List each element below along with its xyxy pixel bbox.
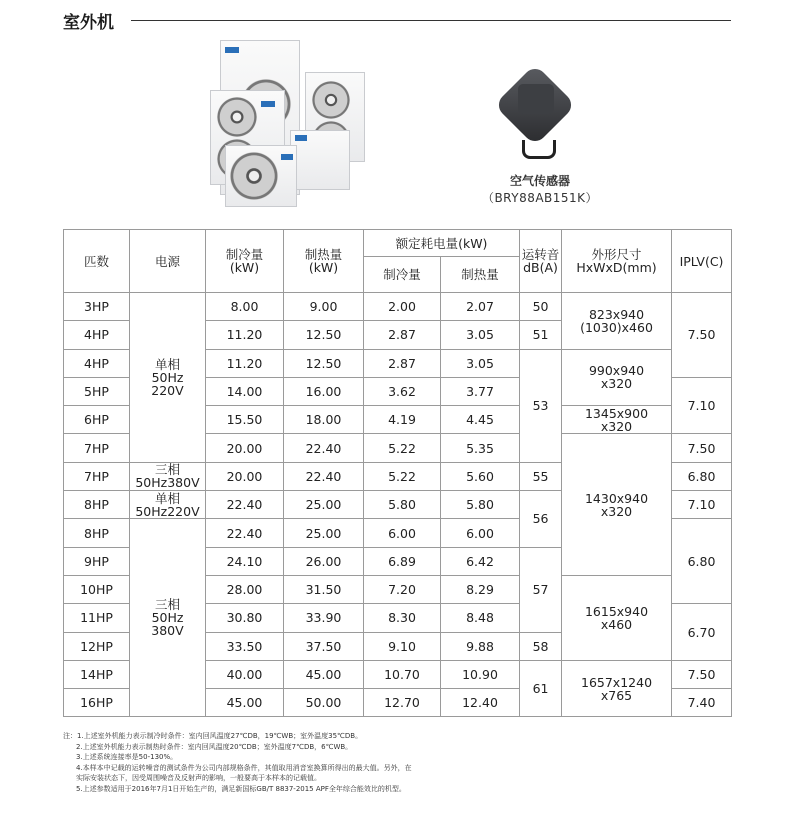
power-cell: 三相 50Hz 380V — [130, 519, 206, 717]
hp-cell: 10HP — [64, 575, 130, 603]
rated-cool-cell: 7.20 — [364, 575, 441, 603]
power-cell: 单相 50Hz220V — [130, 491, 206, 519]
rated-cool-cell: 10.70 — [364, 660, 441, 688]
heating-cell: 31.50 — [284, 575, 364, 603]
noise-cell: 55 — [520, 462, 562, 490]
iplv-cell: 7.50 — [672, 434, 732, 462]
heating-cell: 33.90 — [284, 604, 364, 632]
noise-cell: 57 — [520, 547, 562, 632]
sensor-name: 空气传感器 — [509, 174, 570, 188]
table-row — [64, 293, 732, 321]
header-rated-power: 额定耗电量(kW) — [364, 230, 520, 257]
iplv-cell: 7.10 — [672, 377, 732, 434]
header-cooling-capacity: 制冷量 (kW) — [206, 230, 284, 293]
power-cell: 单相 50Hz 220V — [130, 293, 206, 463]
rated-heat-cell: 2.07 — [441, 293, 520, 321]
header-power: 电源 — [130, 230, 206, 293]
dimensions-cell: 823x940 (1030)x460 — [562, 293, 672, 350]
heating-cell: 45.00 — [284, 660, 364, 688]
heating-cell: 12.50 — [284, 321, 364, 349]
outdoor-units-image — [210, 40, 380, 210]
header-iplv: IPLV(C) — [672, 230, 732, 293]
iplv-cell: 7.50 — [672, 293, 732, 378]
rated-heat-cell: 4.45 — [441, 406, 520, 434]
rated-cool-cell: 12.70 — [364, 689, 441, 717]
footnote: 3.上述系统连接率是50-130%。 — [76, 753, 178, 761]
cooling-cell: 20.00 — [206, 434, 284, 462]
noise-cell: 53 — [520, 349, 562, 462]
rated-cool-cell: 8.30 — [364, 604, 441, 632]
rated-cool-cell: 2.87 — [364, 321, 441, 349]
rated-heat-cell: 8.48 — [441, 604, 520, 632]
heating-cell: 16.00 — [284, 377, 364, 405]
iplv-cell: 6.70 — [672, 604, 732, 661]
rated-heat-cell: 10.90 — [441, 660, 520, 688]
dimensions-cell: 1430x940 x320 — [562, 434, 672, 575]
rated-heat-cell: 3.05 — [441, 321, 520, 349]
header-rated-heat: 制热量 — [441, 257, 520, 293]
hp-cell: 11HP — [64, 604, 130, 632]
hp-cell: 8HP — [64, 519, 130, 547]
iplv-cell: 7.10 — [672, 491, 732, 519]
rated-heat-cell: 3.05 — [441, 349, 520, 377]
header-hp: 匹数 — [64, 230, 130, 293]
heating-cell: 9.00 — [284, 293, 364, 321]
dimensions-cell: 1657x1240 x765 — [562, 660, 672, 717]
title-divider — [131, 20, 731, 21]
rated-cool-cell: 6.00 — [364, 519, 441, 547]
iplv-cell: 7.50 — [672, 660, 732, 688]
hp-cell: 6HP — [64, 406, 130, 434]
header-noise: 运转音 dB(A) — [520, 230, 562, 293]
cooling-cell: 24.10 — [206, 547, 284, 575]
cooling-cell: 8.00 — [206, 293, 284, 321]
rated-cool-cell: 9.10 — [364, 632, 441, 660]
rated-cool-cell: 5.22 — [364, 434, 441, 462]
rated-cool-cell: 2.00 — [364, 293, 441, 321]
heating-cell: 37.50 — [284, 632, 364, 660]
noise-cell: 50 — [520, 293, 562, 321]
heating-cell: 50.00 — [284, 689, 364, 717]
hp-cell: 7HP — [64, 434, 130, 462]
hp-cell: 8HP — [64, 491, 130, 519]
hp-cell: 9HP — [64, 547, 130, 575]
rated-heat-cell: 12.40 — [441, 689, 520, 717]
dimensions-cell: 1615x940 x460 — [562, 575, 672, 660]
rated-cool-cell: 5.80 — [364, 491, 441, 519]
cooling-cell: 22.40 — [206, 519, 284, 547]
heating-cell: 18.00 — [284, 406, 364, 434]
iplv-cell: 6.80 — [672, 519, 732, 604]
heating-cell: 25.00 — [284, 519, 364, 547]
rated-heat-cell: 3.77 — [441, 377, 520, 405]
header-heating-capacity: 制热量 (kW) — [284, 230, 364, 293]
cooling-cell: 11.20 — [206, 349, 284, 377]
noise-cell: 56 — [520, 491, 562, 548]
cooling-cell: 30.80 — [206, 604, 284, 632]
rated-heat-cell: 8.29 — [441, 575, 520, 603]
heating-cell: 12.50 — [284, 349, 364, 377]
rated-heat-cell: 6.42 — [441, 547, 520, 575]
noise-cell: 51 — [520, 321, 562, 349]
rated-cool-cell: 5.22 — [364, 462, 441, 490]
iplv-cell: 7.40 — [672, 689, 732, 717]
footnote: 注：1.上述室外机能力表示制冷时条件：室内回风温度27℃DB，19℃WB；室外温度35℃DB。 — [63, 732, 363, 740]
rated-heat-cell: 5.35 — [441, 434, 520, 462]
footnote: 2.上述室外机能力表示制热时条件：室内回风温度20℃DB；室外温度7℃DB，6℃WB。 — [76, 742, 353, 751]
hp-cell: 16HP — [64, 689, 130, 717]
cooling-cell: 33.50 — [206, 632, 284, 660]
sensor-model: （BRY88AB151K） — [481, 191, 599, 205]
heating-cell: 22.40 — [284, 434, 364, 462]
header-rated-cool: 制冷量 — [364, 257, 441, 293]
rated-heat-cell: 5.80 — [441, 491, 520, 519]
rated-heat-cell: 5.60 — [441, 462, 520, 490]
rated-cool-cell: 4.19 — [364, 406, 441, 434]
air-sensor-image — [500, 70, 572, 162]
hp-cell: 7HP — [64, 462, 130, 490]
rated-cool-cell: 3.62 — [364, 377, 441, 405]
rated-cool-cell: 6.89 — [364, 547, 441, 575]
cooling-cell: 15.50 — [206, 406, 284, 434]
cooling-cell: 14.00 — [206, 377, 284, 405]
rated-heat-cell: 6.00 — [441, 519, 520, 547]
noise-cell: 61 — [520, 660, 562, 717]
footnote: 5.上述参数适用于2016年7月1日开始生产的，满足新国标GB/T 8837-2015 APF全年综合能效比的机型。 — [76, 784, 406, 793]
power-cell: 三相 50Hz380V — [130, 462, 206, 490]
hp-cell: 5HP — [64, 377, 130, 405]
hp-cell: 4HP — [64, 321, 130, 349]
dimensions-cell: 990x940 x320 — [562, 349, 672, 406]
hp-cell: 4HP — [64, 349, 130, 377]
noise-cell: 58 — [520, 632, 562, 660]
cooling-cell: 40.00 — [206, 660, 284, 688]
spec-table — [63, 229, 732, 717]
cooling-cell: 28.00 — [206, 575, 284, 603]
heating-cell: 25.00 — [284, 491, 364, 519]
cooling-cell: 11.20 — [206, 321, 284, 349]
iplv-cell: 6.80 — [672, 462, 732, 490]
hp-cell: 3HP — [64, 293, 130, 321]
heating-cell: 26.00 — [284, 547, 364, 575]
footnotes — [63, 731, 743, 794]
cooling-cell: 22.40 — [206, 491, 284, 519]
hp-cell: 14HP — [64, 660, 130, 688]
footnote: 实际安装状态下，因受周围噪音及反射声的影响，一般要高于本样本的记载值。 — [76, 774, 321, 782]
rated-heat-cell: 9.88 — [441, 632, 520, 660]
cooling-cell: 20.00 — [206, 462, 284, 490]
cooling-cell: 45.00 — [206, 689, 284, 717]
footnote: 4.本样本中记载的运转噪音的测试条件为公司内部规格条件，其值取用消音室换算所得出的最大值。另外，在 — [76, 763, 412, 772]
heating-cell: 22.40 — [284, 462, 364, 490]
rated-cool-cell: 2.87 — [364, 349, 441, 377]
header-dimensions: 外形尺寸 HxWxD(mm) — [562, 230, 672, 293]
hp-cell: 12HP — [64, 632, 130, 660]
dimensions-cell: 1345x900 x320 — [562, 406, 672, 434]
page-title: 室外机 — [63, 13, 114, 33]
